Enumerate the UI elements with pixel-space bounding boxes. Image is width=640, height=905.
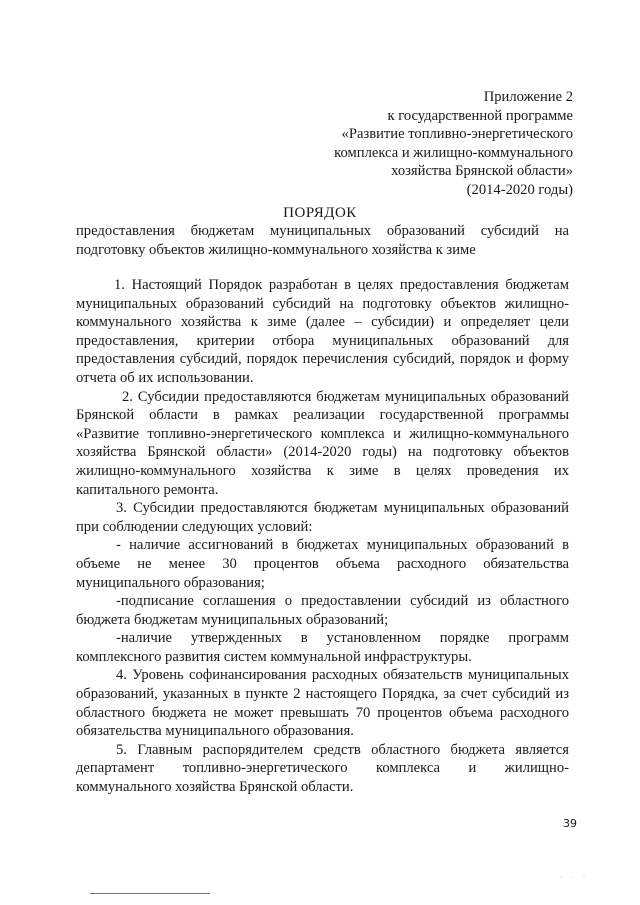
body-line: муниципальных образований субсидий на подготовку объектов жилищно-	[76, 295, 569, 312]
scan-artifact-line	[90, 893, 210, 894]
body-line: 4. Уровень софинансирования расходных обязательств муниципальных	[116, 667, 569, 684]
body-line: при соблюдении следующих условий:	[76, 518, 313, 535]
appendix-line: комплекса и жилищно-коммунального	[334, 144, 573, 161]
body-line: 5. Главным распорядителем средств областного бюджета является	[116, 741, 569, 758]
body-line: -наличие утвержденных в установленном порядке программ	[116, 630, 569, 647]
body-line: 2. Субсидии предоставляются бюджетам муниципальных образований	[122, 388, 569, 405]
body-line: коммунального хозяйства Брянской области.	[76, 779, 354, 796]
body-line: Брянской области в рамках реализации государственной программы	[76, 407, 569, 424]
appendix-line: к государственной программе	[387, 107, 573, 124]
scan-artifact-specks: · · ·	[560, 872, 589, 882]
body-line: предоставления, критерии отбора муниципальных образований для	[76, 332, 569, 349]
document-title: ПОРЯДОК	[283, 205, 357, 221]
body-line: капитального ремонта.	[76, 481, 219, 498]
body-line: - наличие ассигнований в бюджетах муниципальных образований в	[116, 537, 569, 554]
body-line: отчета об их использовании.	[76, 369, 254, 386]
page-number: 39	[563, 817, 577, 830]
body-line: комплексного развития систем коммунальной инфраструктуры.	[76, 648, 472, 665]
body-line: 3. Субсидии предоставляются бюджетам муниципальных образований	[116, 500, 569, 517]
body-line: департамент топливно-энергетического комплекса и жилищно-	[76, 760, 569, 777]
subtitle-line: предоставления бюджетам муниципальных образований субсидий на	[76, 223, 569, 239]
body-line: коммунального хозяйства к зиме (далее – субсидии) и определяет цели	[76, 314, 569, 331]
body-line: объеме не менее 30 процентов объема расходного обязательства	[76, 555, 569, 572]
body-line: «Развитие топливно-энергетического комплекса и жилищно-коммунального	[76, 425, 569, 442]
body-line: хозяйства Брянской области» (2014-2020 годы) на подготовку объектов	[76, 444, 569, 461]
appendix-line: хозяйства Брянской области»	[391, 163, 573, 180]
appendix-line: (2014-2020 годы)	[466, 181, 573, 198]
subtitle-line: подготовку объектов жилищно-коммунального хозяйства к зиме	[76, 241, 476, 258]
body-line: -подписание соглашения о предоставлении субсидий из областного	[116, 593, 569, 610]
document-subtitle	[76, 222, 569, 259]
body-line: бюджета бюджетам муниципальных образований;	[76, 611, 389, 628]
body-line: жилищно-коммунального хозяйства к зиме в целях проведения их	[76, 462, 569, 479]
body-line: предоставления субсидий, порядок перечисления субсидий, порядок и форму	[76, 351, 569, 368]
body-line: обязательства муниципального образования.	[76, 723, 354, 740]
appendix-header	[334, 88, 573, 200]
appendix-line: Приложение 2	[483, 89, 573, 105]
body-line: муниципального образования;	[76, 574, 265, 591]
body-line: областного бюджета не может превышать 70 процентов объема расходного	[76, 704, 569, 721]
document-body	[76, 276, 569, 797]
body-line: 1. Настоящий Порядок разработан в целях предоставления бюджетам	[114, 277, 569, 293]
appendix-line: «Развитие топливно-энергетического	[341, 126, 573, 143]
body-line: образований, указанных в пункте 2 настоящего Порядка, за счет субсидий из	[76, 686, 569, 703]
